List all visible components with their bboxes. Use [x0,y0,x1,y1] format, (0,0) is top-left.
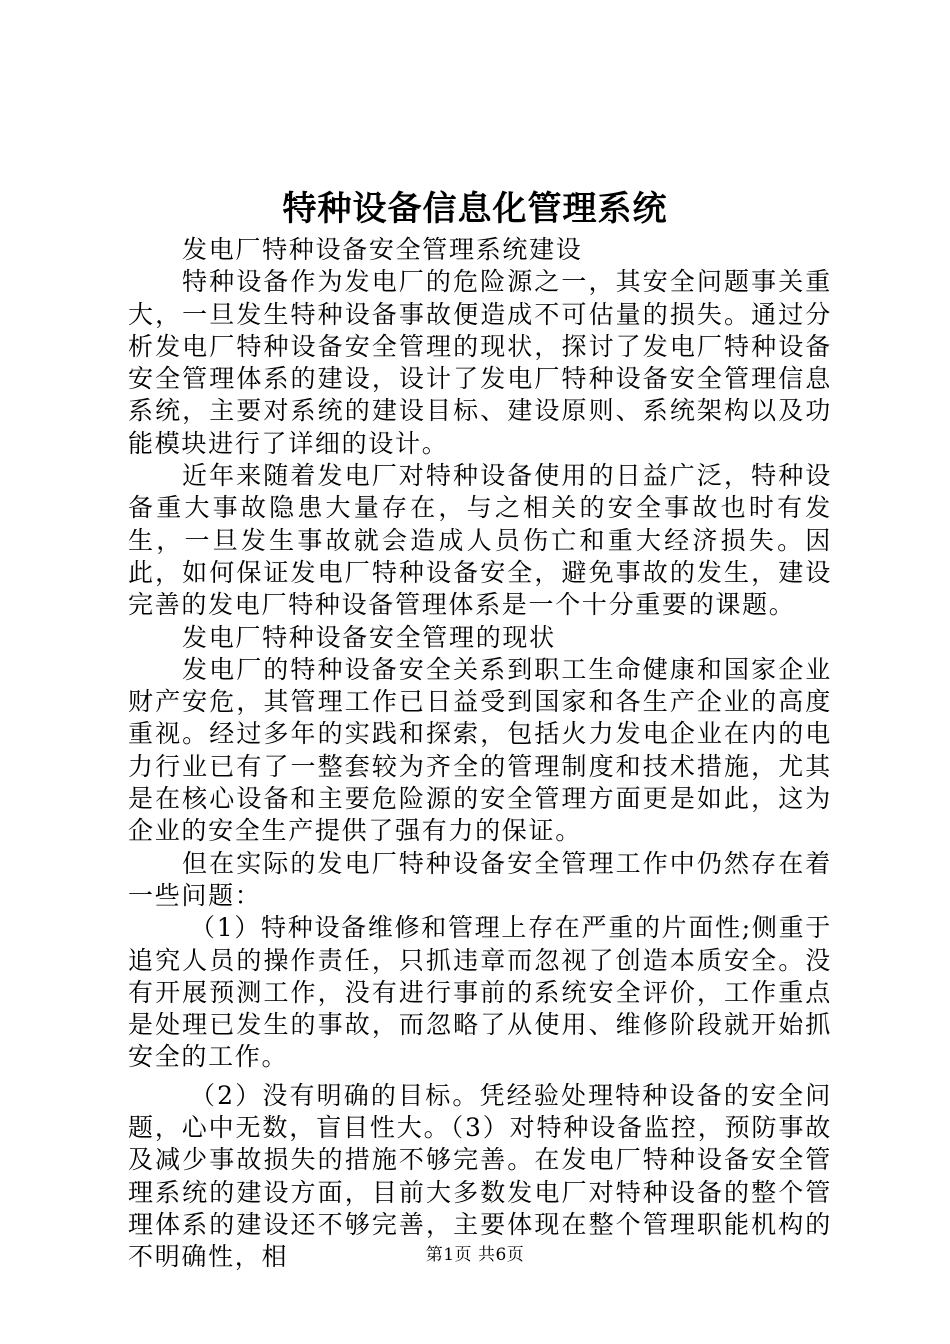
document-body [128,234,832,1274]
list-item-paragraph: （1）特种设备维修和管理上存在严重的片面性;侧重于追究人员的操作责任，只抓违章而忽视了创造本质安全。没有开展预测工作，没有进行事前的系统安全评价，工作重点是处理已发生的事故，而忽略了从使用、维修阶段就开始抓安全的工作。 [128,913,832,1072]
section-heading: 发电厂特种设备安全管理的现状 [182,622,556,652]
document-title: 特种设备信息化管理系统 [282,189,668,229]
body-paragraph: 近年来随着发电厂对特种设备使用的日益广泛，特种设备重大事故隐患大量存在，与之相关的安全事故也时有发生，一旦发生事故就会造成人员伤亡和重大经济损失。因此，如何保证发电厂特种设备安全，避免事故的发生，建设完善的发电厂特种设备管理体系是一个十分重要的课题。 [128,461,832,620]
list-item-paragraph: （2）没有明确的目标。凭经验处理特种设备的安全问题，心中无数，盲目性大。（3）对特种设备监控，预防事故及减少事故损失的措施不够完善。在发电厂特种设备安全管理系统的建设方面，目前大多数发电厂对特种设备的整个管理体系的建设还不够完善，主要体现在整个管理职能机构的不明确性，相 [128,1080,832,1272]
body-paragraph: 但在实际的发电厂特种设备安全管理工作中仍然存在着一些问题： [128,848,832,910]
page-footer: 第1页 共6页 [425,1245,525,1265]
section-heading: 发电厂特种设备安全管理系统建设 [182,235,583,264]
body-paragraph: 特种设备作为发电厂的危险源之一，其安全问题事关重大，一旦发生特种设备事故便造成不可估量的损失。通过分析发电厂特种设备安全管理的现状，探讨了发电厂特种设备安全管理体系的建设，设计了发电厂特种设备安全管理信息系统，主要对系统的建设目标、建设原则、系统架构以及功能模块进行了详细的设计。 [128,267,832,458]
body-paragraph: 发电厂的特种设备安全关系到职工生命健康和国家企业财产安危，其管理工作已日益受到国家和各生产企业的高度重视。经过多年的实践和探索，包括火力发电企业在内的电力行业已有了一整套较为齐全的管理制度和技术措施，尤其是在核心设备和主要危险源的安全管理方面更是如此，这为企业的安全生产提供了强有力的保证。 [128,654,832,846]
